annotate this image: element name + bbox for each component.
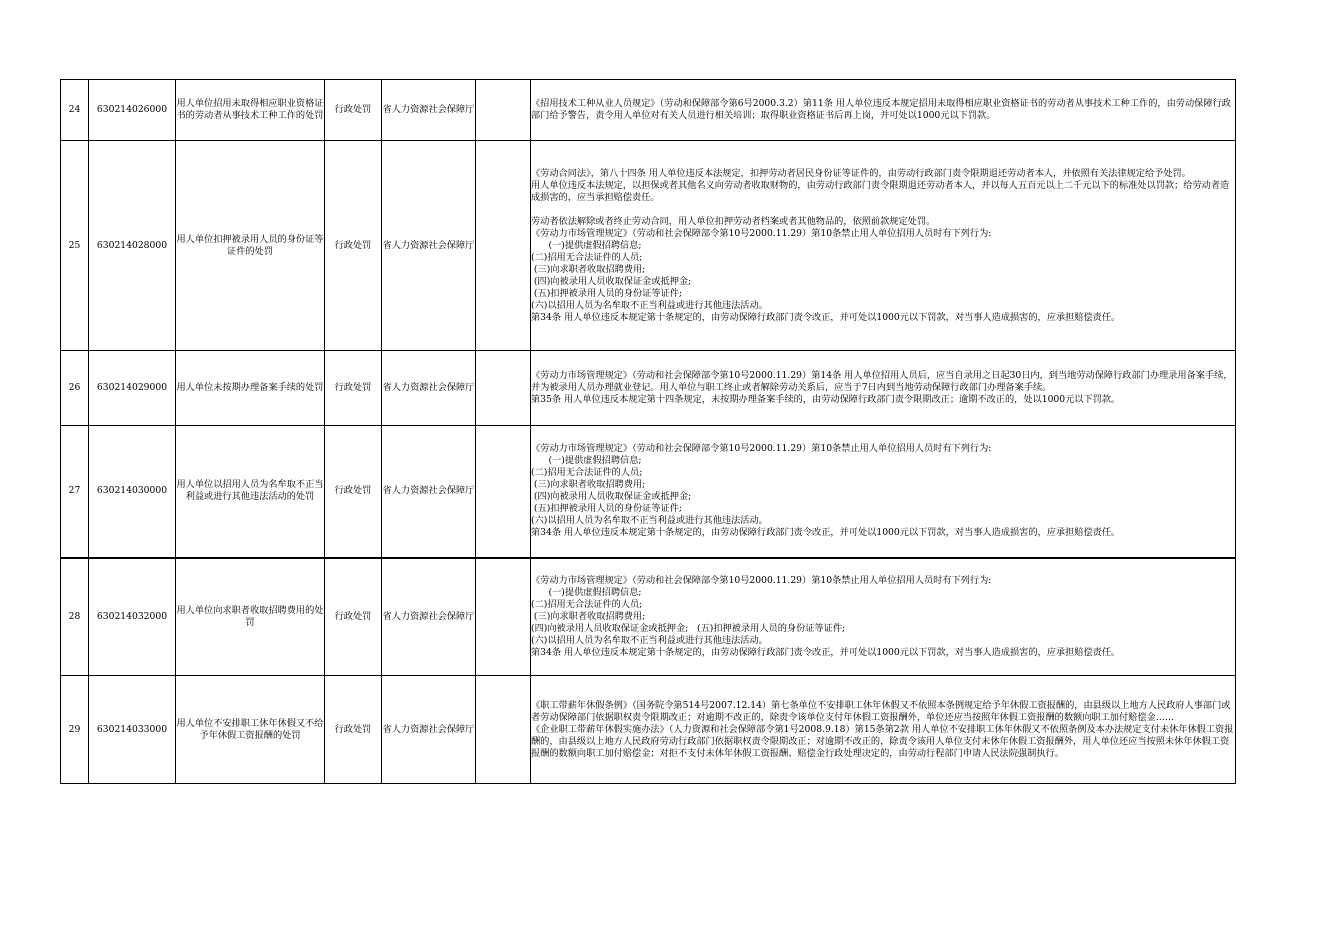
row-index: 26 xyxy=(61,351,89,426)
table-row xyxy=(61,141,1236,351)
row-basis: 《劳动力市场管理规定》（劳动和社会保障部令第10号2000.11.29）第10条禁止用人单位招用人员时有下列行为: (一)提供虚假招聘信息; (二)招用无合法证件的人员; (三)向求职者收取招聘费用; (四)向被录用人员收取保证金或抵押金; (五)扣押被录用人员的身份证等证件; (六)以招用人员为名牟取不正当利益或进行其他违法活动。 第34条 用人单位违反本规定第十条规定的，由劳动保障行政部门责令改正，并可处以1000元以下罚款，对当事人造成损害的，应承担赔偿责任。 xyxy=(531,558,1236,676)
row-type: 行政处罚 xyxy=(325,141,382,351)
row-empty-cell xyxy=(476,426,531,558)
row-type: 行政处罚 xyxy=(325,676,382,784)
row-name: 用人单位未按期办理备案手续的处罚 xyxy=(176,351,325,426)
row-type: 行政处罚 xyxy=(325,351,382,426)
row-name: 用人单位扣押被录用人员的身份证等证件的处罚 xyxy=(176,141,325,351)
row-index: 27 xyxy=(61,426,89,558)
row-empty-cell xyxy=(476,676,531,784)
row-basis: 《职工带薪年休假条例》（国务院令第514号2007.12.14）第七条单位不安排职工休年休假又不依照本条例规定给予年休假工资报酬的，由县级以上地方人民政府人事部门或者劳动保障部门依据职权责令限期改正；对逾期不改正的，除责令该单位支付年休假工资报酬外，单位还应当按照年休假工资报酬的数额向职工加付赔偿金…… 《企业职工带薪年休假实施办法》（人力资源和社会保障部令第1号2008.9.18）第15条第2款 用人单位不安排职工休年休假又不依照条例及本办法规定支付未休年休假工资报酬的，由县级以上地方人民政府劳动行政部门依据职权责令限期改正；对逾期不改正的，除责令该用人单位支付未休年休假工资报酬外，用人单位还应当按照未休年休假工资报酬的数额向职工加付赔偿金；对拒不支付未休年休假工资报酬、赔偿金行政处理决定的，由劳动行程部门申请人民法院强制执行。 xyxy=(531,676,1236,784)
row-name: 用人单位以招用人员为名牟取不正当利益或进行其他违法活动的处罚 xyxy=(176,426,325,558)
row-empty-cell xyxy=(476,141,531,351)
row-index: 28 xyxy=(61,558,89,676)
row-type: 行政处罚 xyxy=(325,80,382,141)
row-code: 630214029000 xyxy=(89,351,176,426)
row-basis: 《招用技术工种从业人员规定》（劳动和保障部令第6号2000.3.2）第11条 用人单位违反本规定招用未取得相应职业资格证书的劳动者从事技术工种工作的，由劳动保障行政部门给予警告，责令用人单位对有关人员进行相关培训；取得职业资格证书后再上岗，并可处以1000元以下罚款。 xyxy=(531,80,1236,141)
penalty-table xyxy=(60,79,1236,784)
row-dept: 省人力资源社会保障厅 xyxy=(382,676,476,784)
row-index: 25 xyxy=(61,141,89,351)
row-name: 用人单位不安排职工休年休假又不给予年休假工资报酬的处罚 xyxy=(176,676,325,784)
row-empty-cell xyxy=(476,351,531,426)
table-row xyxy=(61,426,1236,558)
row-code: 630214033000 xyxy=(89,676,176,784)
row-type: 行政处罚 xyxy=(325,426,382,558)
row-empty-cell xyxy=(476,558,531,676)
row-dept: 省人力资源社会保障厅 xyxy=(382,558,476,676)
row-code: 630214030000 xyxy=(89,426,176,558)
table-row xyxy=(61,558,1236,676)
row-dept: 省人力资源社会保障厅 xyxy=(382,141,476,351)
row-code: 630214026000 xyxy=(89,80,176,141)
row-basis: 《劳动合同法》，第八十四条 用人单位违反本法规定，扣押劳动者居民身份证等证件的，由劳动行政部门责令限期退还劳动者本人，并依照有关法律规定给予处罚。 用人单位违反本法规定，以担保或者其他名义向劳动者收取财物的，由劳动行政部门责令限期退还劳动者本人，并以每人五百元以上二千元以下的标准处以罚款；给劳动者造成损害的，应当承担赔偿责任。 劳动者依法解除或者终止劳动合同，用人单位扣押劳动者档案或者其他物品的，依照前款规定处罚。 《劳动力市场管理规定》（劳动和社会保障部令第10号2000.11.29）第10条禁止用人单位招用人员时有下列行为: (一)提供虚假招聘信息; (二)招用无合法证件的人员; (三)向求职者收取招聘费用; (四)向被录用人员收取保证金或抵押金; (五)扣押被录用人员的身份证等证件; (六)以招用人员为名牟取不正当利益或进行其他违法活动。 第34条 用人单位违反本规定第十条规定的，由劳动保障行政部门责令改正，并可处以1000元以下罚款，对当事人造成损害的，应承担赔偿责任。 xyxy=(531,141,1236,351)
table-row xyxy=(61,351,1236,426)
row-index: 24 xyxy=(61,80,89,141)
row-empty-cell xyxy=(476,80,531,141)
row-name: 用人单位向求职者收取招聘费用的处罚 xyxy=(176,558,325,676)
row-code: 630214028000 xyxy=(89,141,176,351)
row-dept: 省人力资源社会保障厅 xyxy=(382,426,476,558)
row-index: 29 xyxy=(61,676,89,784)
row-code: 630214032000 xyxy=(89,558,176,676)
table-row xyxy=(61,80,1236,141)
row-dept: 省人力资源社会保障厅 xyxy=(382,80,476,141)
row-name: 用人单位招用未取得相应职业资格证书的劳动者从事技术工种工作的处罚 xyxy=(176,80,325,141)
row-basis: 《劳动力市场管理规定》（劳动和社会保障部令第10号2000.11.29）第10条禁止用人单位招用人员时有下列行为: (一)提供虚假招聘信息; (二)招用无合法证件的人员; (三)向求职者收取招聘费用; (四)向被录用人员收取保证金或抵押金; (五)扣押被录用人员的身份证等证件; (六)以招用人员为名牟取不正当利益或进行其他违法活动。 第34条 用人单位违反本规定第十条规定的，由劳动保障行政部门责令改正，并可处以1000元以下罚款，对当事人造成损害的，应承担赔偿责任。 xyxy=(531,426,1236,558)
row-basis: 《劳动力市场管理规定》（劳动和社会保障部令第10号2000.11.29）第14条 用人单位招用人员后，应当自录用之日起30日内，到当地劳动保障行政部门办理录用备案手续，并为被录用人员办理就业登记。用人单位与职工终止或者解除劳动关系后，应当于7日内到当地劳动保障行政部门办理备案手续。 第35条 用人单位违反本规定第十四条规定，未按期办理备案手续的，由劳动保障行政部门责令限期改正；逾期不改正的，处以1000元以下罚款。 xyxy=(531,351,1236,426)
table-row xyxy=(61,676,1236,784)
row-type: 行政处罚 xyxy=(325,558,382,676)
row-dept: 省人力资源社会保障厅 xyxy=(382,351,476,426)
